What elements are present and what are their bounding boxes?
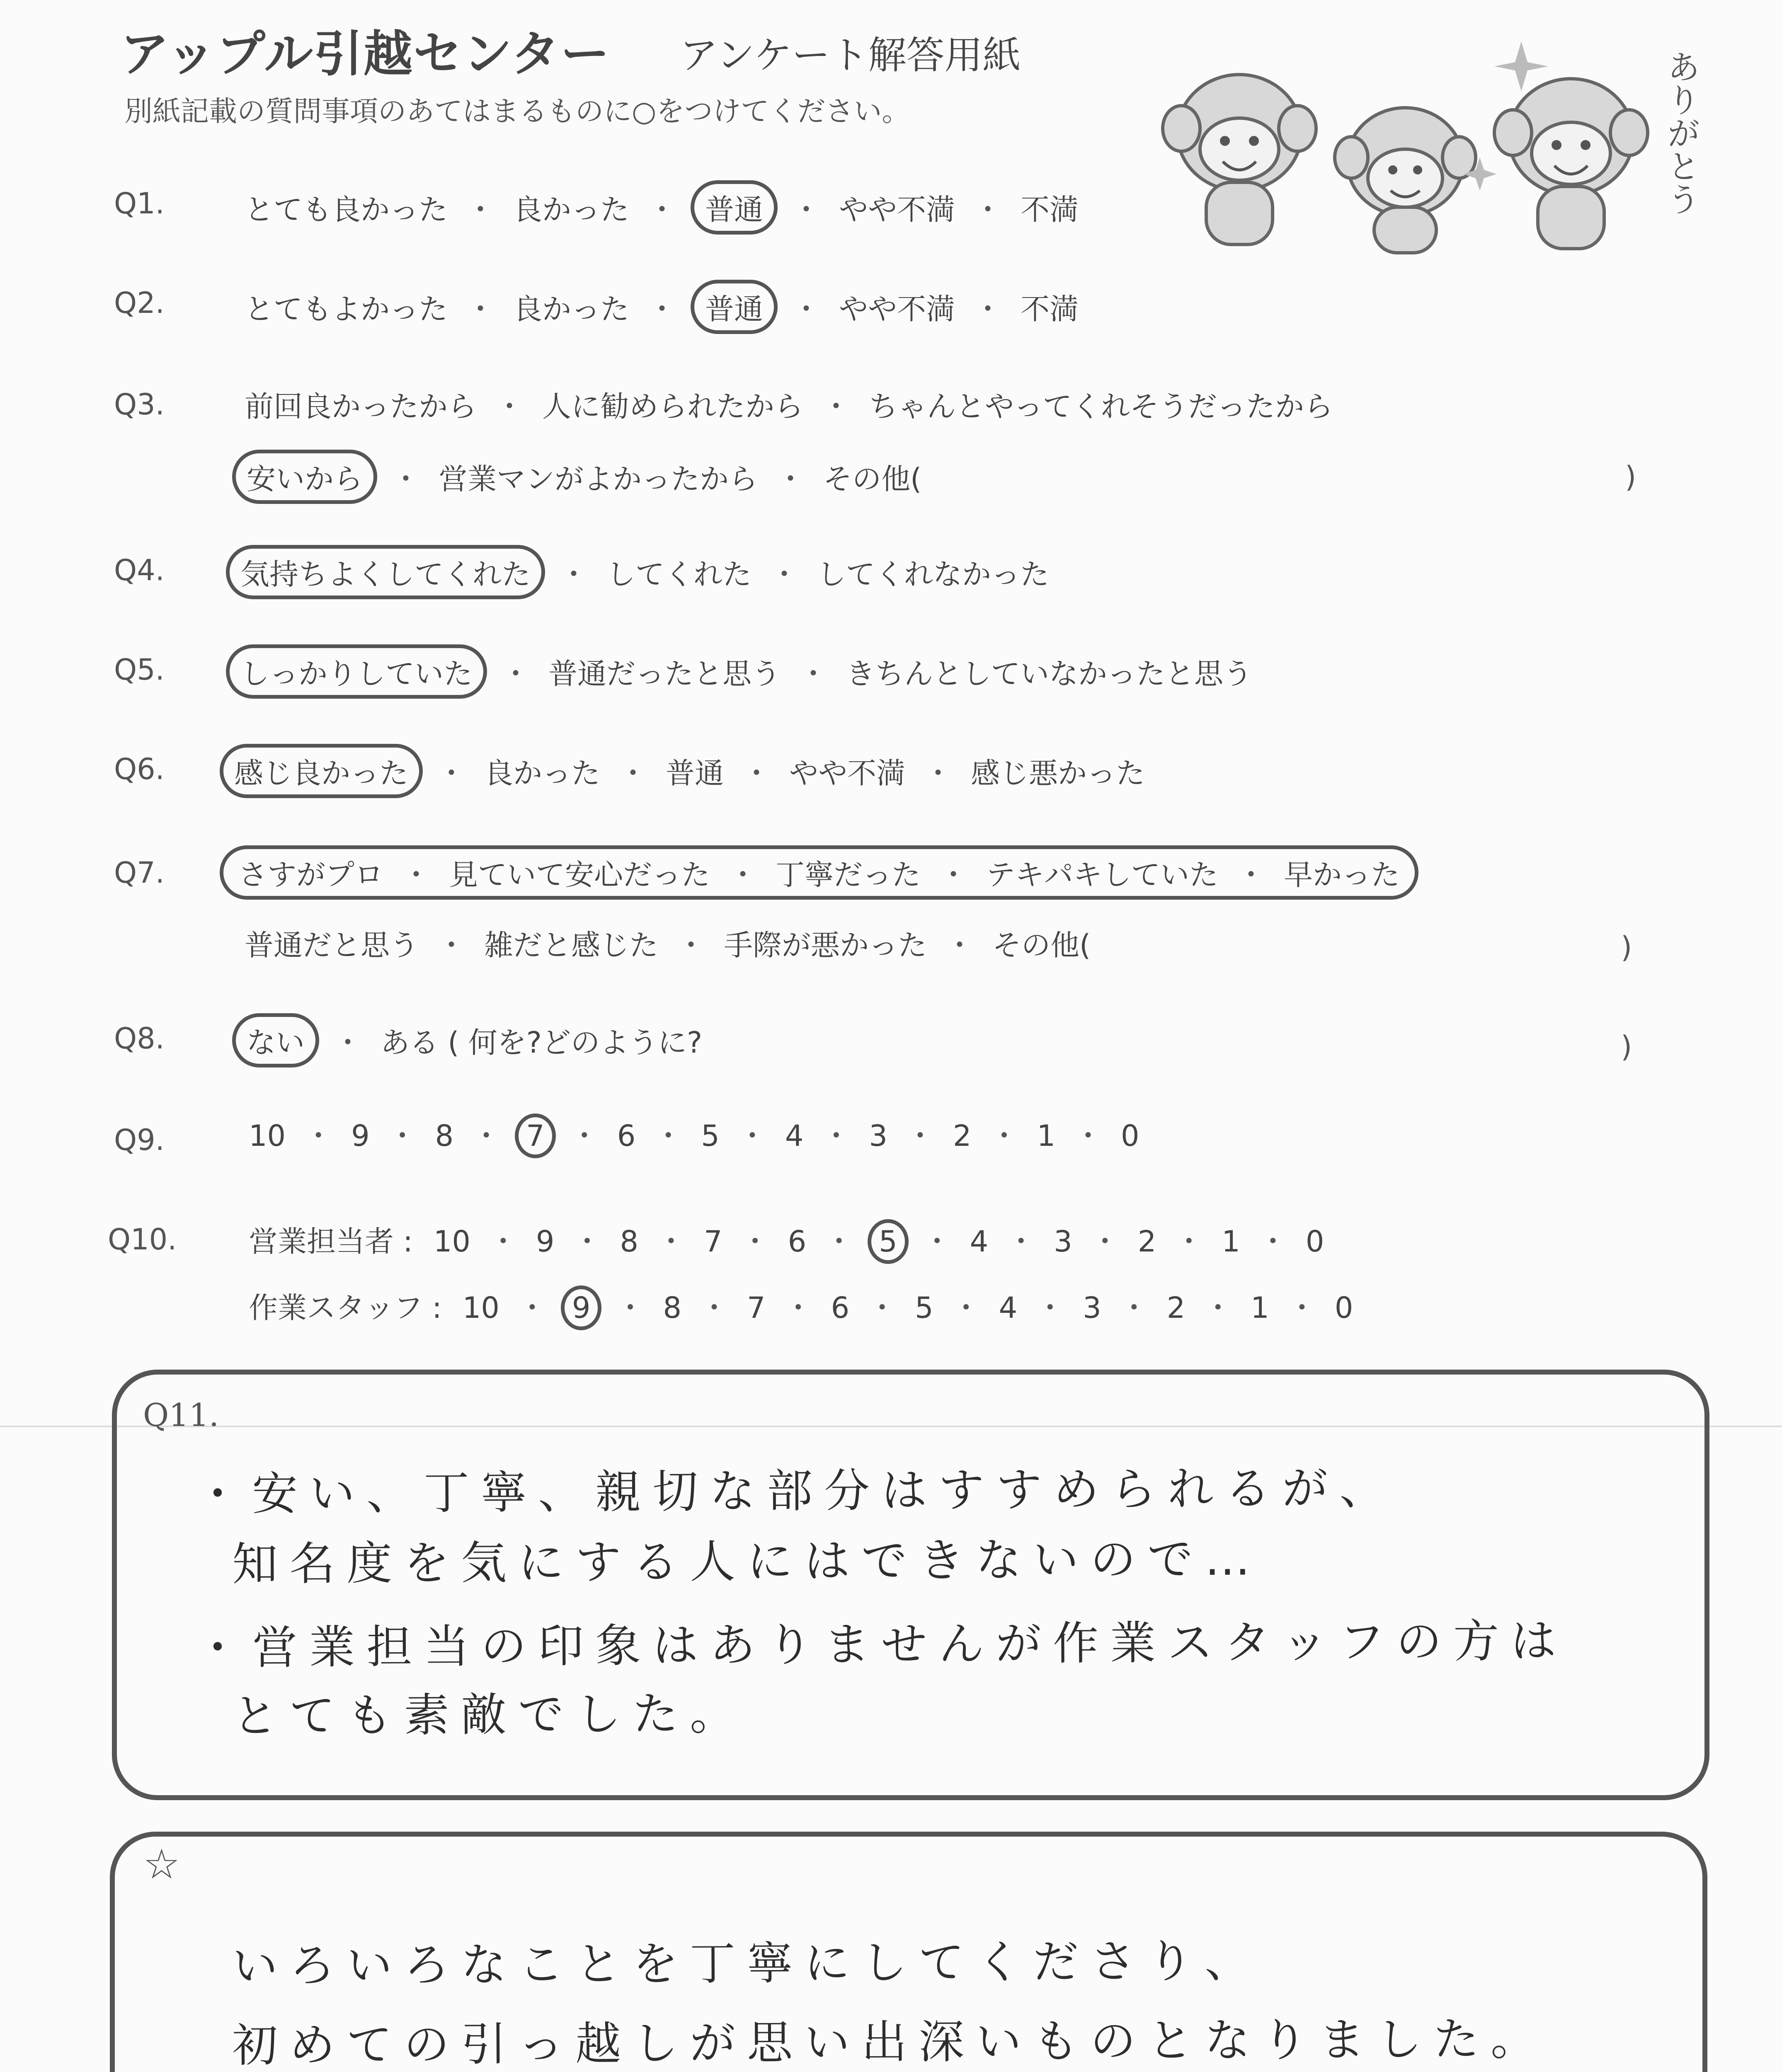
- q6-option-4[interactable]: やや不満: [789, 756, 905, 790]
- q3-close-paren: ): [1625, 460, 1637, 494]
- q3-option-6[interactable]: その他(: [823, 462, 922, 496]
- q10-sales-5-selected[interactable]: 5: [868, 1219, 909, 1264]
- q3-option-2[interactable]: 人に勧められたから: [542, 390, 803, 424]
- q10-label: Q10.: [108, 1222, 177, 1256]
- q10-staff-9-selected[interactable]: 9: [561, 1285, 602, 1330]
- q9-score-7-selected[interactable]: 7: [515, 1113, 556, 1158]
- q10-staff-8[interactable]: 8: [663, 1291, 682, 1325]
- q10-sales-1[interactable]: 1: [1222, 1225, 1240, 1259]
- q10-staff-0[interactable]: 0: [1334, 1291, 1353, 1325]
- q1-option-1[interactable]: とても良かった: [245, 193, 448, 227]
- q9-score-1[interactable]: 1: [1037, 1119, 1055, 1153]
- q10-sales-8[interactable]: 8: [620, 1225, 639, 1259]
- q9-score-4[interactable]: 4: [785, 1119, 804, 1153]
- q8-options: ない ・ ある ( 何を?どのように?: [232, 1013, 706, 1067]
- star-line-2: 初めての引っ越しが思い出深いものとなりました。: [232, 2012, 1548, 2072]
- q2-options: とてもよかった ・ 良かった ・ 普通 ・ やや不満 ・ 不満: [240, 280, 1083, 334]
- instruction-text: 別紙記載の質問事項のあてはまるものに○をつけてください。: [124, 95, 910, 128]
- q3-options-line1: 前回良かったから ・ 人に勧められたから ・ ちゃんとやってくれそうだったから: [240, 383, 1337, 425]
- q10-sales-2[interactable]: 2: [1137, 1225, 1156, 1259]
- q7-option-9[interactable]: その他(: [992, 928, 1091, 962]
- q5-label: Q5.: [114, 653, 165, 687]
- q5-option-1-selected[interactable]: しっかりしていた: [226, 644, 487, 699]
- q9-label: Q9.: [114, 1123, 165, 1157]
- q6-options: 感じ良かった ・ 良かった ・ 普通 ・ やや不満 ・ 感じ悪かった: [220, 744, 1149, 798]
- company-title: アップル引越センター: [120, 25, 611, 82]
- q7-option-5[interactable]: 早かった: [1284, 858, 1400, 892]
- q10-sales-4[interactable]: 4: [970, 1225, 989, 1259]
- q7-options-line2: 普通だと思う ・ 雑だと感じた ・ 手際が悪かった ・ その他(: [240, 922, 1095, 964]
- q9-score-5[interactable]: 5: [701, 1119, 720, 1153]
- q3-options-line2: 安いから ・ 営業マンがよかったから ・ その他(: [232, 450, 926, 504]
- q4-option-2[interactable]: してくれた: [606, 557, 752, 591]
- q6-option-1-selected[interactable]: 感じ良かった: [220, 744, 423, 798]
- q10-sales-0[interactable]: 0: [1305, 1225, 1324, 1259]
- q10-sales-6[interactable]: 6: [788, 1225, 807, 1259]
- q10-staff-label: 作業スタッフ :: [249, 1291, 442, 1325]
- q3-option-4-selected[interactable]: 安いから: [232, 450, 377, 504]
- q8-option-2[interactable]: ある ( 何を?どのように?: [381, 1026, 703, 1060]
- q10-staff-5[interactable]: 5: [915, 1291, 933, 1325]
- star-line-1: いろいろなことを丁寧にしてくださり、: [232, 1934, 1262, 1993]
- q2-option-4[interactable]: やや不満: [839, 292, 955, 326]
- q11-label: Q11.: [143, 1397, 219, 1433]
- q9-score-2[interactable]: 2: [953, 1119, 972, 1153]
- q4-options: 気持ちよくしてくれた ・ してくれた ・ してくれなかった: [226, 545, 1053, 599]
- q2-option-1[interactable]: とてもよかった: [245, 292, 448, 326]
- q11-line-3: ・営業担当の印象はありませんが作業スタッフの方は: [194, 1614, 1568, 1675]
- star-label: ☆: [143, 1840, 180, 1888]
- q10-sales-9[interactable]: 9: [536, 1225, 555, 1259]
- q5-options: しっかりしていた ・ 普通だったと思う ・ きちんとしていなかったと思う: [226, 644, 1256, 699]
- q11-line-4: とても素敵でした。: [232, 1687, 747, 1743]
- q7-label: Q7.: [114, 856, 165, 890]
- form-subtitle: アンケート解答用紙: [680, 33, 1021, 77]
- q3-label: Q3.: [114, 387, 165, 421]
- q6-option-2[interactable]: 良かった: [484, 756, 600, 790]
- q7-close-paren: ): [1621, 930, 1632, 964]
- q6-label: Q6.: [114, 752, 165, 786]
- q10-sales-7[interactable]: 7: [704, 1225, 722, 1259]
- q5-option-2[interactable]: 普通だったと思う: [548, 657, 781, 691]
- q3-option-5[interactable]: 営業マンがよかったから: [439, 462, 758, 496]
- q10-staff-row: 作業スタッフ : 10 ・ 9 ・ 8 ・ 7 ・ 6 ・ 5 ・ 4 ・ 3 ・ 2 ・ 1 ・ 0: [249, 1285, 1357, 1330]
- q8-label: Q8.: [114, 1021, 165, 1055]
- q10-staff-2[interactable]: 2: [1166, 1291, 1186, 1325]
- q6-option-3[interactable]: 普通: [666, 756, 724, 790]
- q1-option-2[interactable]: 良かった: [513, 193, 629, 227]
- q3-option-3[interactable]: ちゃんとやってくれそうだったから: [869, 390, 1333, 424]
- q2-label: Q2.: [114, 286, 165, 320]
- monkey-mascots-illustration: [1156, 25, 1708, 257]
- q9-score-9[interactable]: 9: [351, 1119, 370, 1153]
- q10-staff-6[interactable]: 6: [831, 1291, 850, 1325]
- q7-options-line1-selected: さすがプロ ・ 見ていて安心だった ・ 丁寧だった ・ テキパキしていた ・ 早かった: [220, 845, 1418, 900]
- q10-sales-10[interactable]: 10: [433, 1225, 470, 1259]
- q4-label: Q4.: [114, 553, 165, 587]
- q4-option-3[interactable]: してくれなかった: [817, 557, 1049, 591]
- q8-option-1-selected[interactable]: ない: [232, 1013, 319, 1067]
- q10-sales-3[interactable]: 3: [1054, 1225, 1072, 1259]
- q7-option-4[interactable]: テキパキしていた: [986, 858, 1218, 892]
- q5-option-3[interactable]: きちんとしていなかったと思う: [846, 657, 1252, 691]
- q10-sales-label: 営業担当者 :: [249, 1225, 413, 1259]
- q1-option-3-selected[interactable]: 普通: [691, 180, 778, 235]
- q10-staff-10[interactable]: 10: [462, 1291, 499, 1325]
- q9-options: 10 ・ 9 ・ 8 ・ 7 ・ 6 ・ 5 ・ 4 ・ 3 ・ 2 ・ 1 ・ 0: [245, 1113, 1144, 1158]
- q10-staff-4[interactable]: 4: [999, 1291, 1018, 1325]
- q11-line-1: ・安い、丁寧、親切な部分はすすめられるが、: [194, 1461, 1397, 1521]
- q1-options: とても良かった ・ 良かった ・ 普通 ・ やや不満 ・ 不満: [240, 180, 1083, 235]
- q2-option-3-selected[interactable]: 普通: [691, 280, 778, 334]
- q7-option-1[interactable]: さすがプロ: [238, 858, 383, 892]
- q2-option-2[interactable]: 良かった: [513, 292, 629, 326]
- q7-option-6[interactable]: 普通だと思う: [245, 928, 419, 962]
- q9-score-6[interactable]: 6: [617, 1119, 636, 1153]
- q3-option-1[interactable]: 前回良かったから: [245, 390, 477, 424]
- q10-staff-7[interactable]: 7: [747, 1291, 766, 1325]
- q8-close-paren: ): [1621, 1030, 1632, 1064]
- q7-option-7[interactable]: 雑だと感じた: [484, 928, 658, 962]
- q11-line-2: 知名度を気にする人にはできないので…: [232, 1532, 1262, 1591]
- q10-staff-1[interactable]: 1: [1251, 1291, 1269, 1325]
- q9-score-10[interactable]: 10: [249, 1119, 286, 1153]
- q9-score-3[interactable]: 3: [869, 1119, 887, 1153]
- q4-option-1-selected[interactable]: 気持ちよくしてくれた: [226, 545, 545, 599]
- q10-staff-3[interactable]: 3: [1083, 1291, 1101, 1325]
- mascot-text: ありがとう: [1661, 50, 1700, 215]
- q1-option-4[interactable]: やや不満: [839, 193, 955, 227]
- q7-option-3[interactable]: 丁寧だった: [776, 858, 921, 892]
- q10-sales-row: 営業担当者 : 10 ・ 9 ・ 8 ・ 7 ・ 6 ・ 5 ・ 4 ・ 3 ・ 2 ・ 1 ・ 0: [249, 1218, 1328, 1264]
- q7-option-2[interactable]: 見ていて安心だった: [449, 858, 710, 892]
- q2-option-5[interactable]: 不満: [1021, 292, 1079, 326]
- q1-label: Q1.: [114, 186, 165, 220]
- q7-option-8[interactable]: 手際が悪かった: [724, 928, 927, 962]
- q9-score-8[interactable]: 8: [435, 1119, 454, 1153]
- q6-option-5[interactable]: 感じ悪かった: [971, 756, 1145, 790]
- q1-option-5[interactable]: 不満: [1021, 193, 1079, 227]
- q9-score-0[interactable]: 0: [1121, 1119, 1140, 1153]
